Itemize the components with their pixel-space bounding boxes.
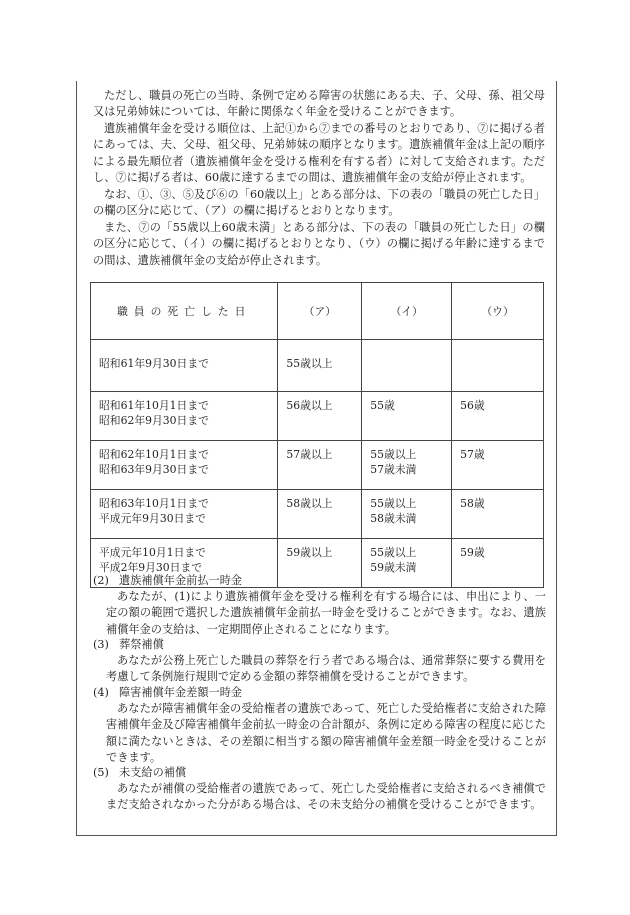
table-row: [91, 340, 544, 392]
table-row: [91, 441, 544, 490]
table-row: [91, 392, 544, 441]
date-cell: 昭和61年9月30日まで: [91, 340, 278, 392]
i-cell: 55歳以上 57歳未満: [362, 441, 452, 490]
header-u: （ウ）: [452, 283, 544, 340]
a-cell: 59歳以上: [278, 539, 362, 588]
header-a: （ア）: [278, 283, 362, 340]
section-heading-2: (2) 遺族補償年金前払一時金: [93, 574, 243, 587]
a-cell: 55歳以上: [278, 340, 362, 392]
date-cell: 昭和63年10月1日まで 平成元年9月30日まで: [91, 490, 278, 539]
date-cell: 平成元年10月1日まで 平成2年9月30日まで: [91, 539, 278, 588]
intro-paragraph-4: また、⑦の「55歳以上60歳未満」とある部分は、下の表の「職員の死亡した日」の欄の区分に応じて、（イ）の欄に掲げるとおりとなり、（ウ）の欄に掲げる年齢に達するまでの間は、遺族補償年金の支給が停止されます。: [93, 221, 545, 267]
section-body-2: あなたが、(1)により遺族補償年金を受ける権利を有する場合には、申出により、一定の額の範囲で選択した遺族補償年金前払一時金を受けることができます。なお、遺族補償年金の支給は、一定期間停止されることになります。: [106, 590, 546, 636]
u-cell: 58歳: [452, 490, 544, 539]
section-body-5: あなたが補償の受給権者の遺族であって、死亡した受給権者に支給されるべき補償でまだ支給されなかった分がある場合は、その未支給分の補償を受けることができます。: [106, 782, 546, 812]
u-cell: 56歳: [452, 392, 544, 441]
section-heading-5: (5) 未支給の補償: [93, 766, 187, 779]
intro-paragraph-3: なお、①、③、⑤及び⑥の「60歳以上」とある部分は、下の表の「職員の死亡した日」の欄の区分に応じて、（ア）の欄に掲げるとおりとなります。: [93, 188, 545, 218]
a-cell: 57歳以上: [278, 441, 362, 490]
intro-paragraph-1: ただし、職員の死亡の当時、条例で定める障害の状態にある夫、子、父母、孫、祖父母又は兄弟姉妹については、年齢に関係なく年金を受けることができます。: [93, 89, 545, 119]
table-header-row: [91, 283, 544, 340]
section-body-4: あなたが障害補償年金の受給権者の遺族であって、死亡した受給権者に支給された障害補償年金及び障害補償年金前払一時金の合計額が、条例に定める障害の程度に応じた額に満たないときは、その差額に相当する額の障害補償年金差額一時金を受けることができます。: [106, 702, 546, 765]
age-table: [90, 282, 544, 588]
u-cell: [452, 340, 544, 392]
section-heading-4: (4) 障害補償年金差額一時金: [93, 686, 243, 699]
i-cell: 55歳: [362, 392, 452, 441]
date-cell: 昭和61年10月1日まで 昭和62年9月30日まで: [91, 392, 278, 441]
intro-paragraph-2: 遺族補償年金を受ける順位は、上記①から⑦までの番号のとおりであり、⑦に掲げる者にあっては、夫、父母、祖父母、兄弟姉妹の順序となります。遺族補償年金は上記の順序による最先順位者（遺族補償年金を受ける権利を有する者）に対して支給されます。ただし、⑦に掲げる者は、60歳に達するまでの間は、遺族補償年金の支給が停止されます。: [93, 122, 545, 185]
a-cell: 58歳以上: [278, 490, 362, 539]
date-cell: 昭和62年10月1日まで 昭和63年9月30日まで: [91, 441, 278, 490]
section-heading-3: (3) 葬祭補償: [93, 638, 164, 651]
section-body-3: あなたが公務上死亡した職員の葬祭を行う者である場合は、通常葬祭に要する費用を考慮して条例施行規則で定める金額の葬祭補償を受けることができます。: [106, 654, 546, 684]
i-cell: 55歳以上 58歳未満: [362, 490, 452, 539]
header-date: 職員の死亡した日: [91, 283, 278, 340]
table-row: [91, 490, 544, 539]
i-cell: [362, 340, 452, 392]
u-cell: 57歳: [452, 441, 544, 490]
i-cell: 55歳以上 59歳未満: [362, 539, 452, 588]
header-i: （イ）: [362, 283, 452, 340]
a-cell: 56歳以上: [278, 392, 362, 441]
u-cell: 59歳: [452, 539, 544, 588]
